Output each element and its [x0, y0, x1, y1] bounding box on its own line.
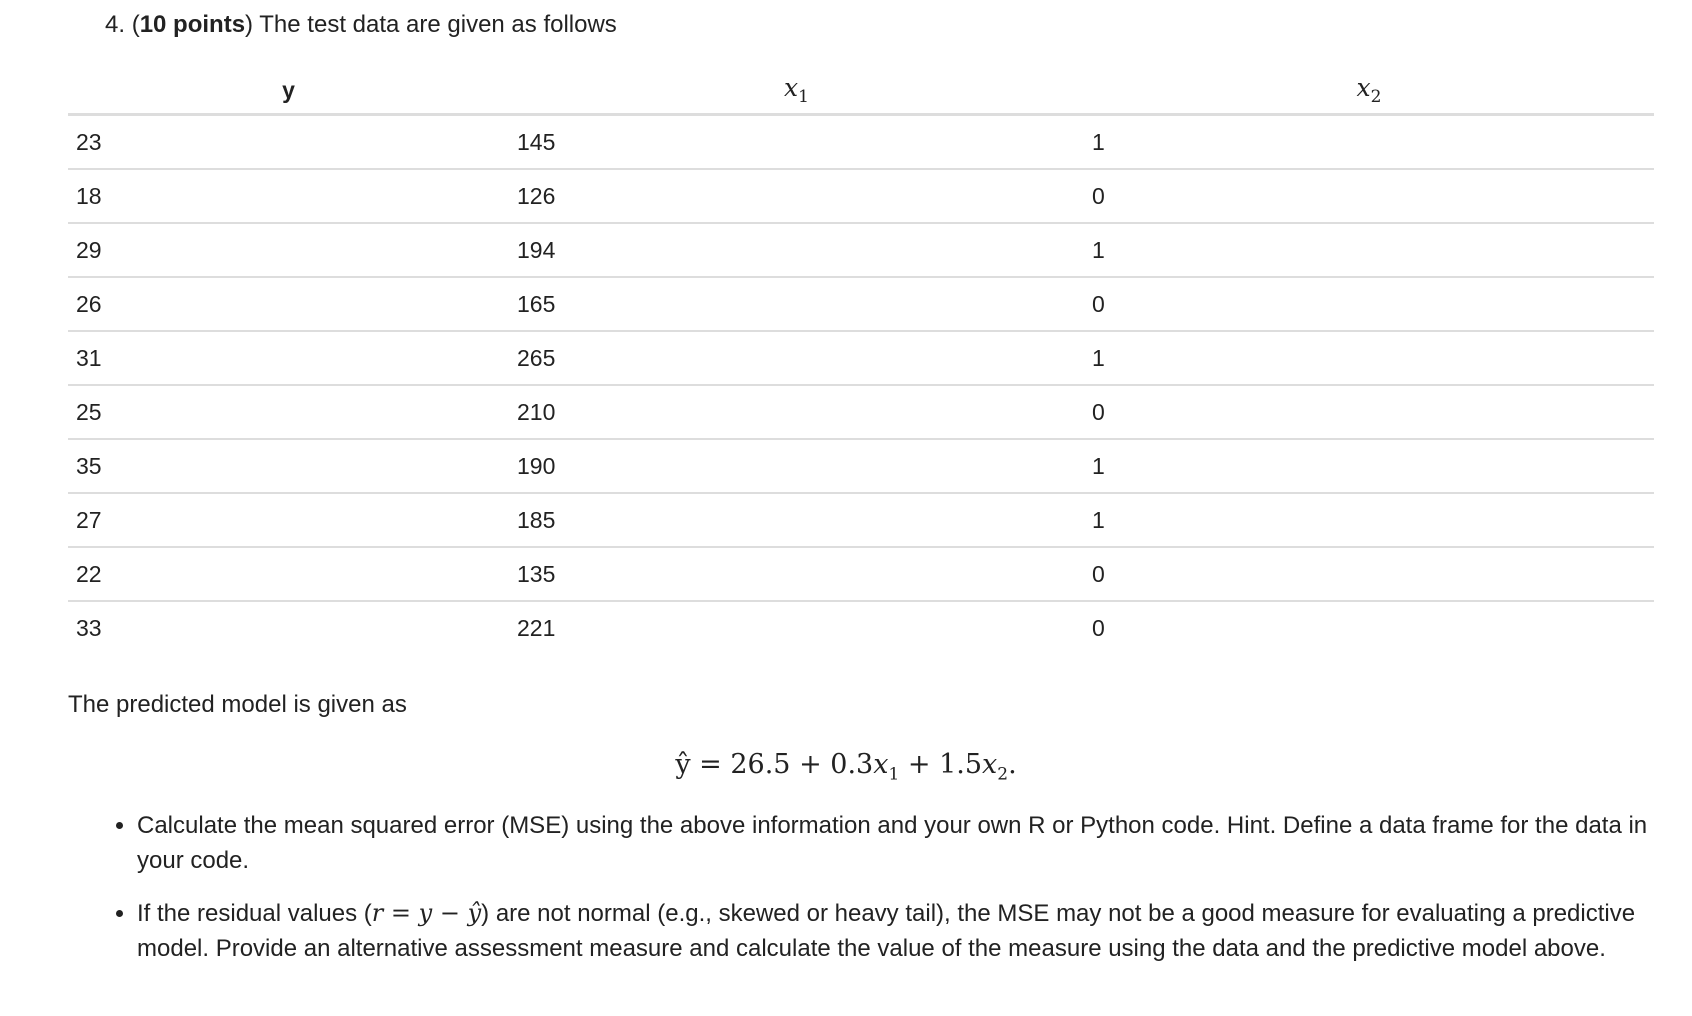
header-x2 — [1084, 67, 1654, 115]
cell-x1: 265 — [509, 331, 1084, 385]
table-row — [68, 601, 1654, 654]
table-row — [68, 223, 1654, 277]
table-header-row — [68, 67, 1654, 115]
cell-y: 35 — [68, 439, 509, 493]
table-row — [68, 439, 1654, 493]
cell-y: 27 — [68, 493, 509, 547]
cell-y: 22 — [68, 547, 509, 601]
cell-x2: 1 — [1084, 439, 1654, 493]
model-equation — [0, 748, 1692, 791]
table-row — [68, 493, 1654, 547]
cell-x1: 185 — [509, 493, 1084, 547]
cell-x2: 0 — [1084, 385, 1654, 439]
data-table — [68, 67, 1654, 654]
eq-part1: = 26.5 + 0.3 — [690, 749, 874, 780]
cell-x2: 1 — [1084, 223, 1654, 277]
eq-sub1: 1 — [888, 764, 900, 785]
header-x1-base: x — [784, 73, 799, 102]
cell-y: 25 — [68, 385, 509, 439]
table-row — [68, 547, 1654, 601]
table-row — [68, 277, 1654, 331]
eq-sub2: 2 — [997, 764, 1009, 785]
cell-x1: 126 — [509, 169, 1084, 223]
bullet-2-minus: − — [432, 899, 468, 927]
cell-x2: 0 — [1084, 547, 1654, 601]
eq-yhat: ŷ — [675, 749, 691, 780]
cell-x1: 190 — [509, 439, 1084, 493]
eq-part2: + 1.5 — [899, 749, 983, 780]
cell-x2: 0 — [1084, 277, 1654, 331]
cell-y: 18 — [68, 169, 509, 223]
cell-x2: 0 — [1092, 614, 1105, 641]
question-heading — [105, 10, 617, 40]
cell-y: 33 — [76, 614, 102, 641]
question-number: 4. — [105, 11, 126, 38]
question-open-paren: ( — [131, 11, 140, 38]
cell-y: 31 — [68, 331, 509, 385]
table-row — [68, 169, 1654, 223]
bullet-2-pre: If the residual values ( — [137, 900, 372, 927]
header-x1 — [509, 67, 1084, 115]
table-row — [68, 331, 1654, 385]
question-text: ) The test data are given as follows — [245, 11, 617, 38]
bullet-2-post: ) are not normal (e.g., skewed or heavy tail), the MSE may not be a good measure for evaluating a predictive model. Provide an alternative assessment measure and calculate the value of the measure using the data and the predictive model above. — [137, 900, 1636, 962]
eq-x1: x — [873, 749, 889, 780]
list-item-alternative — [137, 896, 1692, 966]
header-y: y — [68, 67, 509, 115]
cell-x1: 135 — [509, 547, 1084, 601]
model-intro-text: The predicted model is given as — [68, 691, 407, 718]
list-item-mse — [137, 808, 1692, 878]
cell-x2: 1 — [1084, 115, 1654, 170]
cell-x2: 1 — [1084, 331, 1654, 385]
cell-y: 23 — [68, 115, 509, 170]
table-row — [68, 385, 1654, 439]
question-points: 10 points — [139, 11, 246, 38]
task-list — [68, 808, 1692, 984]
bullet-2-yhat: ŷ — [467, 899, 482, 927]
cell-x1: 221 — [517, 614, 556, 641]
cell-x1: 194 — [509, 223, 1084, 277]
cell-x1: 210 — [509, 385, 1084, 439]
cell-y: 26 — [68, 277, 509, 331]
bullet-2-r: r — [371, 899, 384, 927]
header-x2-base: x — [1356, 73, 1371, 102]
bullet-2-y: y — [418, 899, 433, 927]
header-x2-sub: 2 — [1370, 87, 1382, 107]
cell-x2: 0 — [1084, 169, 1654, 223]
cell-y: 29 — [68, 223, 509, 277]
eq-end: . — [1008, 749, 1017, 780]
cell-x1: 145 — [509, 115, 1084, 170]
eq-x2: x — [982, 749, 998, 780]
bullet-1-text: Calculate the mean squared error (MSE) using the above information and your own R or Python code. Hint. Define a data frame for the data in your code. — [137, 812, 1648, 874]
cell-x2: 1 — [1084, 493, 1654, 547]
header-x1-sub: 1 — [798, 87, 809, 107]
cell-x1: 165 — [509, 277, 1084, 331]
table-row — [68, 115, 1654, 170]
bullet-2-eq: = — [383, 899, 419, 927]
